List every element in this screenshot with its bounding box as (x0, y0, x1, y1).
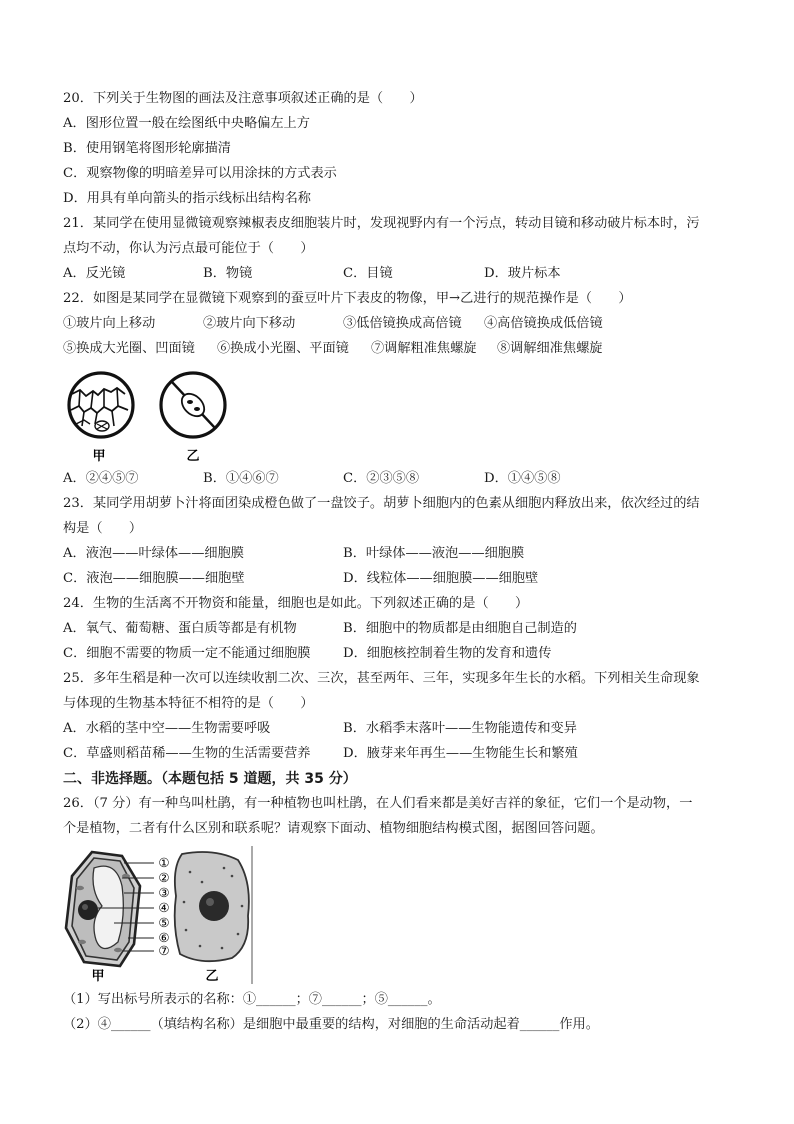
q26-sub-question-1: （1）写出标号所表示的名称：①______；⑦______；⑤______。 (63, 992, 441, 1007)
q22-microscope-figure (62, 364, 237, 468)
cell-label-1: ① (158, 855, 170, 870)
q21-option-a: A．反光镜 (63, 266, 126, 281)
q26-cell-diagram (62, 846, 257, 984)
q23-stem-line2: 构是（ ） (63, 521, 143, 536)
q26-fig-label-yi: 乙 (205, 969, 219, 984)
q26-fig-label-jia: 甲 (91, 969, 105, 984)
view-yi-icon (161, 373, 225, 437)
q22-step-5: ⑤换成大光圈、凹面镜 (63, 341, 195, 356)
q25-option-c: C．草盛则稻苗稀——生物的生活需要营养 (63, 746, 311, 761)
q24-option-a: A．氧气、葡萄糖、蛋白质等都是有机物 (63, 621, 297, 636)
q22-step-8: ⑧调解细准焦螺旋 (497, 341, 603, 356)
q21-stem-line1: 21．某同学在使用显微镜观察辣椒表皮细胞装片时，发现视野内有一个污点，转动目镜和移动破片标本时，污 (63, 216, 700, 231)
q21-option-b: B．物镜 (203, 266, 253, 281)
q26-sub-question-2: （2）④______（填结构名称）是细胞中最重要的结构，对细胞的生命活动起着______作用。 (63, 1017, 599, 1032)
q21-stem-line2: 点均不动，你认为污点最可能位于（ ） (63, 241, 314, 256)
q25-stem-line2: 与体现的生物基本特征不相符的是（ ） (63, 696, 314, 711)
q22-stem: 22．如图是某同学在显微镜下观察到的蚕豆叶片下表皮的物像，甲→乙进行的规范操作是（ ） (63, 291, 632, 306)
cell-label-7: ⑦ (158, 943, 170, 958)
cell-label-4: ④ (158, 900, 170, 915)
q22-step-6: ⑥换成小光圈、平面镜 (217, 341, 349, 356)
q24-option-b: B．细胞中的物质都是由细胞自己制造的 (343, 621, 577, 636)
q22-step-4: ④高倍镜换成低倍镜 (484, 316, 603, 331)
view-jia-icon (69, 373, 133, 437)
cell-label-2: ② (158, 870, 170, 885)
q24-option-d: D．细胞核控制着生物的发育和遗传 (343, 646, 552, 661)
cell-label-5: ⑤ (158, 915, 170, 930)
q21-option-c: C．目镜 (343, 266, 393, 281)
section-heading-non-choice: 二、非选择题。（本题包括 5 道题，共 35 分） (63, 771, 357, 787)
q20-option-d: D．用具有单向箭头的指示线标出结构名称 (63, 191, 311, 206)
q25-option-d: D．腋芽来年再生——生物能生长和繁殖 (343, 746, 578, 761)
q22-step-2: ②玻片向下移动 (203, 316, 296, 331)
q20-stem: 20．下列关于生物图的画法及注意事项叙述正确的是（ ） (63, 91, 423, 106)
q23-option-b: B．叶绿体——液泡——细胞膜 (343, 546, 525, 561)
q25-option-b: B．水稻季末落叶——生物能遗传和变异 (343, 721, 577, 736)
q22-step-7: ⑦调解粗准焦螺旋 (371, 341, 477, 356)
q23-option-a: A．液泡——叶绿体——细胞膜 (63, 546, 244, 561)
q22-option-a: A．②④⑤⑦ (63, 471, 139, 486)
q22-fig-label-yi: 乙 (186, 449, 200, 464)
q21-option-d: D．玻片标本 (484, 266, 561, 281)
q22-fig-label-jia: 甲 (92, 449, 106, 464)
q26-stem-line1: 26．（7 分）有一种鸟叫杜鹃，有一种植物也叫杜鹃，在人们看来都是美好吉祥的象征，它们一个是动物，一 (63, 796, 693, 811)
q22-option-b: B．①④⑥⑦ (203, 471, 279, 486)
q22-step-1: ①玻片向上移动 (63, 316, 156, 331)
q24-stem: 24．生物的生活离不开物资和能量，细胞也是如此。下列叙述正确的是（ ） (63, 596, 529, 611)
q24-option-c: C．细胞不需要的物质一定不能通过细胞膜 (63, 646, 311, 661)
q23-stem-line1: 23．某同学用胡萝卜汁将面团染成橙色做了一盘饺子。胡萝卜细胞内的色素从细胞内释放出来，依次经过的结 (63, 496, 700, 511)
q22-step-3: ③低倍镜换成高倍镜 (343, 316, 462, 331)
q23-option-d: D．线粒体——细胞膜——细胞壁 (343, 571, 539, 586)
q22-option-d: D．①④⑤⑧ (484, 471, 561, 486)
q25-stem-line1: 25．多年生稻是种一次可以连续收割二次、三次，甚至两年、三年，实现多年生长的水稻。下列相关生命现象 (63, 671, 700, 686)
q23-option-c: C．液泡——细胞膜——细胞壁 (63, 571, 245, 586)
q22-option-c: C．②③⑤⑧ (343, 471, 420, 486)
q25-option-a: A．水稻的茎中空——生物需要呼吸 (63, 721, 271, 736)
q20-option-b: B．使用钢笔将图形轮廓描清 (63, 141, 231, 156)
q20-option-a: A．图形位置一般在绘图纸中央略偏左上方 (63, 116, 310, 131)
cell-label-6: ⑥ (158, 930, 170, 945)
cell-label-3: ③ (158, 885, 170, 900)
animal-cell-icon (175, 852, 249, 961)
q20-option-c: C．观察物像的明暗差异可以用涂抹的方式表示 (63, 166, 337, 181)
plant-cell-icon (66, 852, 140, 966)
q26-stem-line2: 个是植物，二者有什么区别和联系呢？请观察下面动、植物细胞结构模式图，据图回答问题。 (63, 821, 604, 836)
